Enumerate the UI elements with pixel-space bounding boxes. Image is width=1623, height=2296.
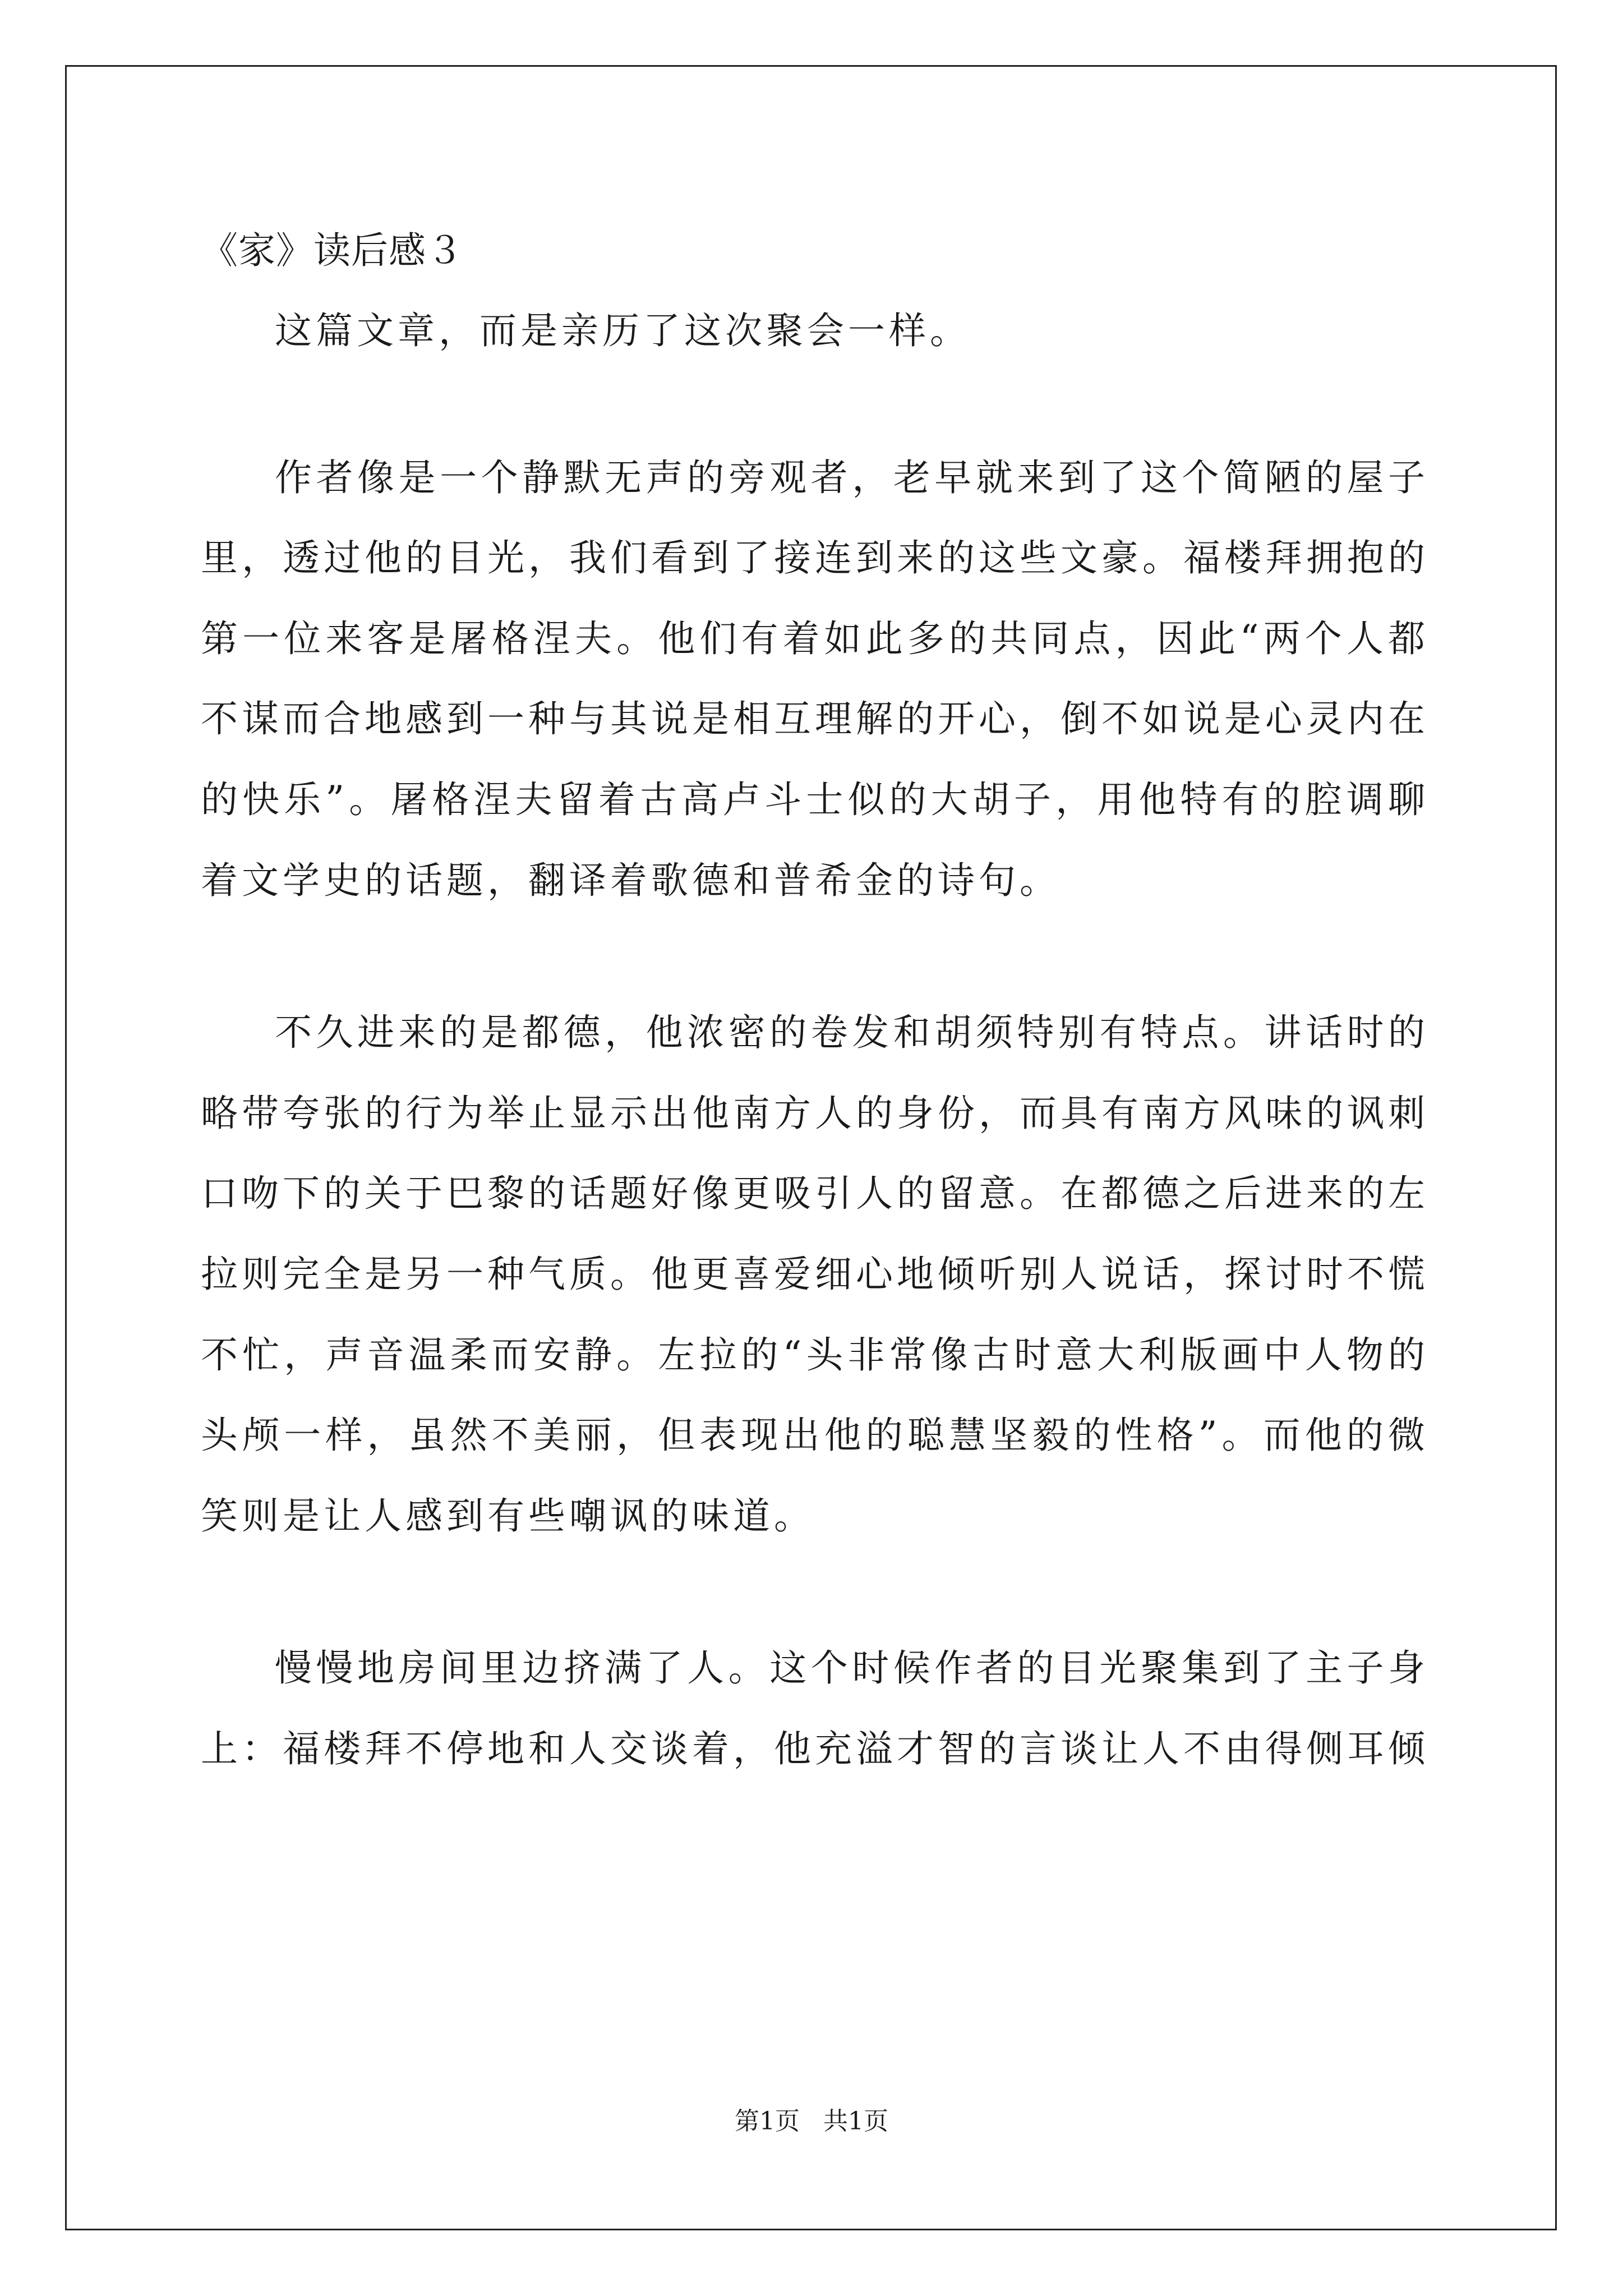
paragraph: 慢慢地房间里边挤满了人。这个时候作者的目光聚集到了主子身上：福楼拜不停地和人交谈着，他充溢才智的言谈让人不由得侧耳倾 xyxy=(201,1646,1429,1770)
paragraph-list xyxy=(201,291,1429,1861)
paragraph: 作者像是一个静默无声的旁观者，老早就来到了这个简陋的屋子里，透过他的目光，我们看到了接连到来的这些文豪。福楼拜拥抱的第一位来客是屠格涅夫。他们有着如此多的共同点，因此“两个人都不谋而合地感到一种与其说是相互理解的开心，倒不如说是心灵内在的快乐”。屠格涅夫留着古高卢斗士似的大胡子，用他特有的腔调聊着文学史的话题，翻译着歌德和普希金的诗句。 xyxy=(201,455,1429,902)
document-title: 《家》读后感３ xyxy=(201,229,464,272)
paragraph: 这篇文章，而是亲历了这次聚会一样。 xyxy=(275,309,971,352)
page-number-footer: 第1页 共1页 xyxy=(735,2107,888,2136)
paragraph: 不久进来的是都德，他浓密的卷发和胡须特别有特点。讲话时的略带夸张的行为举止显示出他南方人的身份，而具有南方风味的讽刺口吻下的关于巴黎的话题好像更吸引人的留意。在都德之后进来的左拉则完全是另一种气质。他更喜爱细心地倾听别人说话，探讨时不慌不忙，声音温柔而安静。左拉的“头非常像古时意大利版画中人物的头颅一样，虽然不美丽，但表现出他的聪慧坚毅的性格”。而他的微笑则是让人感到有些嘲讽的味道。 xyxy=(201,1011,1429,1538)
